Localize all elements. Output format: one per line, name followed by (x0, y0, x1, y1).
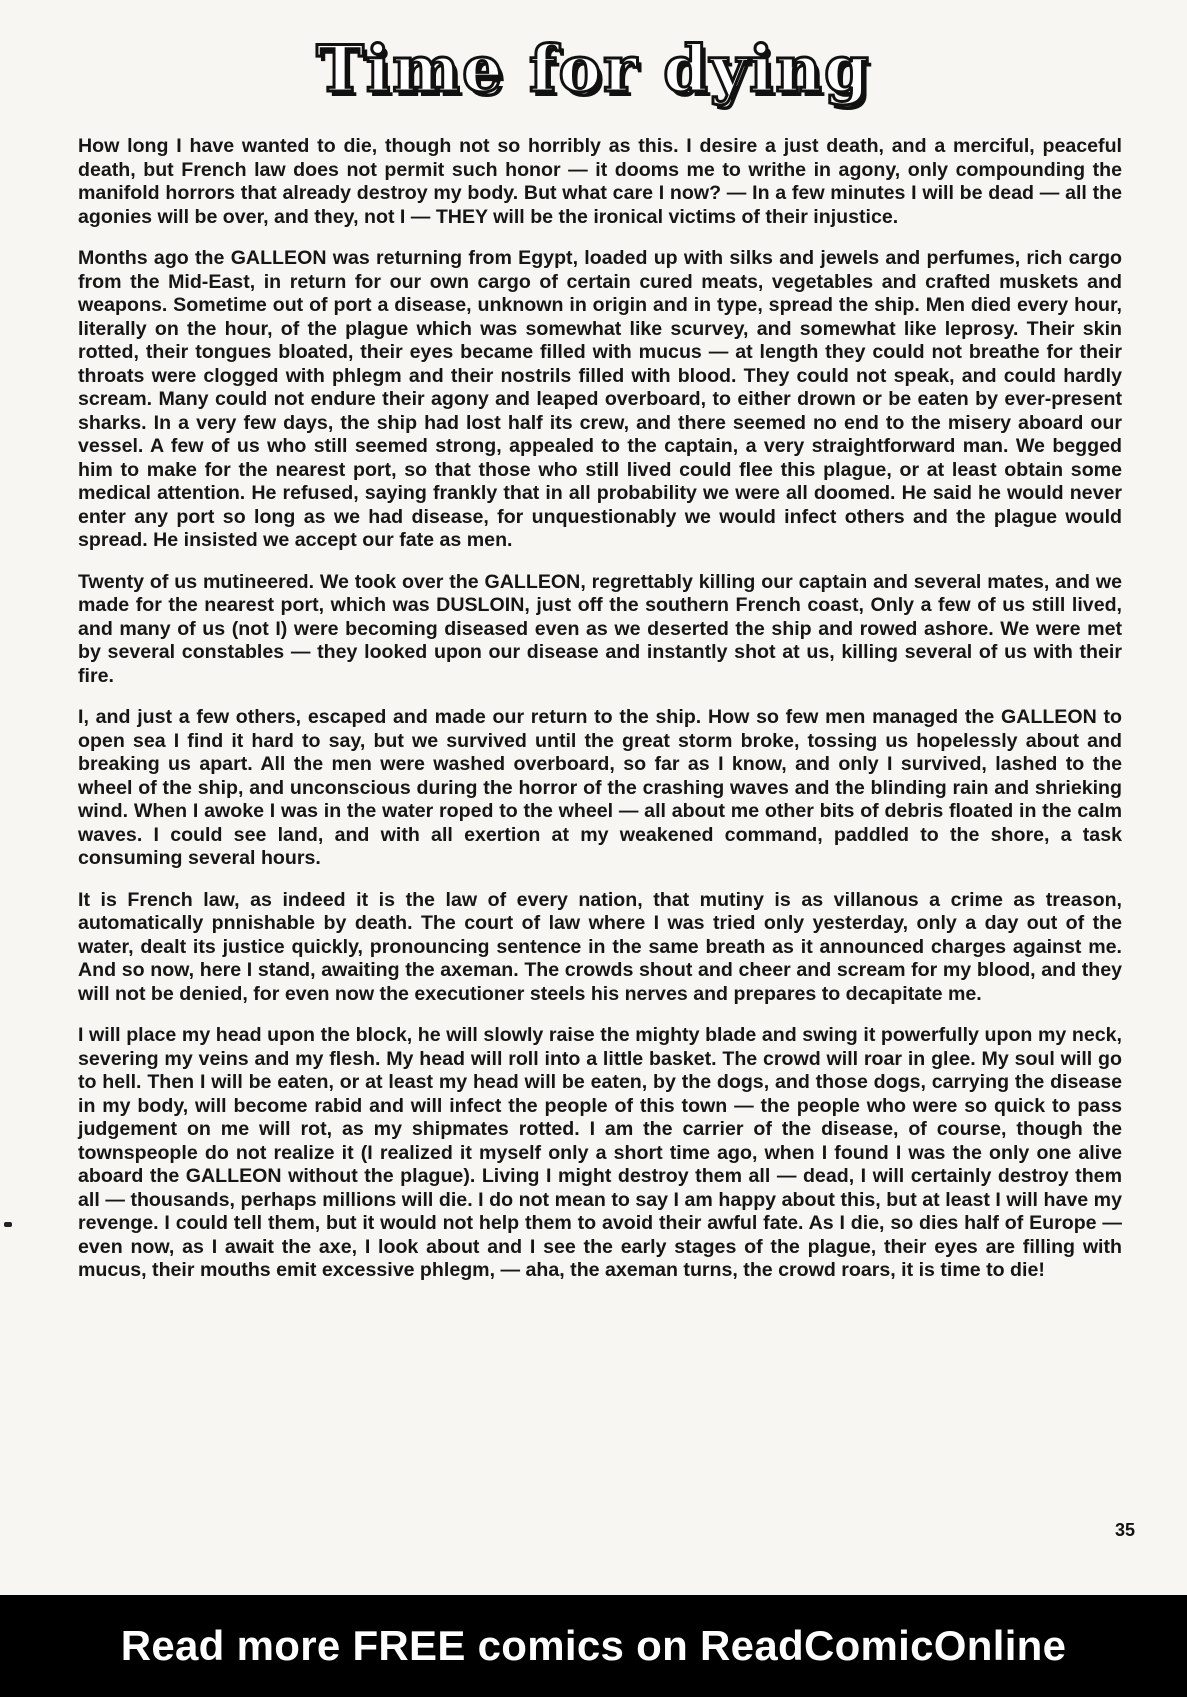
story-title: Time for dying (316, 32, 871, 107)
paragraph: It is French law, as indeed it is the law of every nation, that mutiny is as villanous a crime as treason, automatically pnnishable by death. The court of law where I was tried only yesterday, only a day out of the water, dealt its justice quickly, pronouncing sentence in the same breath as it announced charges against me. And so now, here I stand, awaiting the axeman. The crowds shout and cheer and scream for my blood, and they will not be denied, for even now the executioner steels his nerves and prepares to decapitate me. (78, 888, 1122, 1005)
scan-artifact (4, 1222, 12, 1227)
paragraph: I, and just a few others, escaped and made our return to the ship. How so few men managed the GALLEON to open sea I find it hard to say, but we survived until the great storm broke, tossing us hopelessly about and breaking us apart. All the men were washed overboard, so far as I know, and only I survived, lashed to the wheel of the ship, and unconscious during the horror of the crashing waves and the blinding rain and shrieking wind. When I awoke I was in the water roped to the wheel — all about me other bits of debris floated in the calm waves. I could see land, and with all exertion at my weakened command, paddled to the shore, a task consuming several hours. (78, 706, 1122, 869)
promo-banner[interactable] (0, 1595, 1187, 1697)
promo-banner-text[interactable]: Read more FREE comics on ReadComicOnline (120, 1622, 1067, 1669)
paragraph: How long I have wanted to die, though not so horribly as this. I desire a just death, and a merciful, peaceful death, but French law does not permit such honor — it dooms me to writhe in agony, only compounding the manifold horrors that already destroy my body. But what care I now? — In a few minutes I will be dead — all the agonies will be over, and they, not I — THEY will be the ironical victims of their injustice. (78, 135, 1122, 228)
story-body (78, 135, 1122, 1301)
paragraph: I will place my head upon the block, he will slowly raise the mighty blade and swing it powerfully upon my neck, severing my veins and my flesh. My head will roll into a little basket. The crowd will roar in glee. My soul will go to hell. Then I will be eaten, or at least my head will be eaten, by the dogs, and those dogs, carrying the disease in my body, will become rabid and will infect the people of this town — the people who were so quick to pass judgement on me will rot, as my shipmates rotted. I am the carrier of the disease, of course, though the townspeople do not realize it (I realized it myself only a short time ago, when I found I was the only one alive aboard the GALLEON without the plague). Living I might destroy them all — dead, I will certainly destroy them all — thousands, perhaps millions will die. I do not mean to say I am happy about this, but at least I will have my revenge. I could tell them, but it would not help them to avoid their awful fate. As I die, so dies half of Europe — even now, as I await the axe, I look about and I see the early stages of the plague, their eyes are filling with mucus, their mouths emit excessive phlegm, — aha, the axeman turns, the crowd roars, it is time to die! (78, 1024, 1122, 1281)
paragraph: Twenty of us mutineered. We took over the GALLEON, regrettably killing our captain and several mates, and we made for the nearest port, which was DUSLOIN, just off the southern French coast, Only a few of us still lived, and many of us (not I) were becoming diseased even as we deserted the ship and rowed ashore. We were met by several constables — they looked upon our disease and instantly shot at us, killing several of us with their fire. (78, 570, 1122, 687)
page-number: 35 (1115, 1520, 1136, 1540)
paragraph: Months ago the GALLEON was returning from Egypt, loaded up with silks and jewels and perfumes, rich cargo from the Mid-East, in return for our own cargo of certain cured meats, vegetables and crafted muskets and weapons. Sometime out of port a disease, unknown in origin and in type, spread the ship. Men died every hour, literally on the hour, of the plague which was somewhat like scurvey, and somewhat like leprosy. Their skin rotted, their tongues bloated, their eyes became filled with mucus — at length they could not breathe for their throats were clogged with phlegm and their nostrils filled with blood. They could not speak, and could hardly scream. Many could not endure their agony and leaped overboard, to either drown or be eaten by ever-present sharks. In a very few days, the ship had lost half its crew, and there seemed no end to the misery aboard our vessel. A few of us who still seemed strong, appealed to the captain, a very straightforward man. We begged him to make for the nearest port, so that those who still lived could flee this plague, or at least obtain some medical attention. He refused, saying frankly that in all probability we were all doomed. He said he would never enter any port so long as we had disease, for unquestionably we would infect others and the plague would spread. He insisted we accept our fate as men. (78, 247, 1122, 551)
